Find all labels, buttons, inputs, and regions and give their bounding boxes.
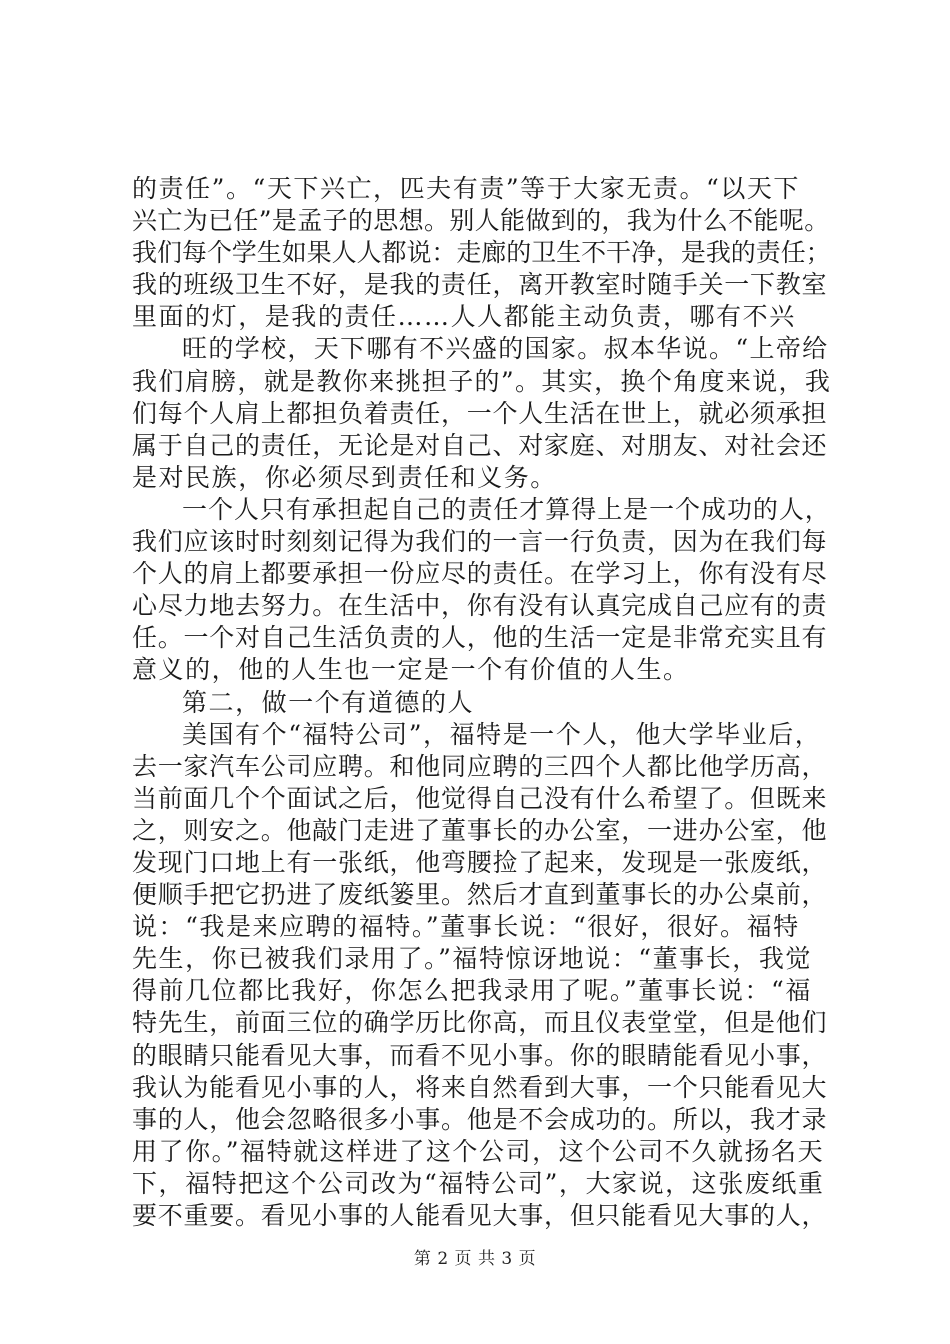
text-line: 意义的，他的人生也一定是一个有价值的人生。: [132, 655, 690, 685]
text-line: 第二，做一个有道德的人: [182, 687, 475, 717]
text-line: 特先生，前面三位的确学历比你高，而且仪表堂堂，但是他们: [132, 1008, 828, 1038]
page-footer: 第 2 页 共 3 页: [413, 1249, 537, 1269]
text-line: 旺的学校，天下哪有不兴盛的国家。叔本华说。“上帝给: [182, 334, 829, 364]
text-line: 任。一个对自己生活负责的人，他的生活一定是非常充实且有: [132, 623, 828, 653]
text-line: 的责任”。“天下兴亡，匹夫有责”等于大家无责。“以天下: [132, 174, 800, 203]
text-line: 下，福特把这个公司改为“福特公司”，大家说，这张废纸重: [132, 1168, 825, 1198]
text-line: 是对民族，你必须尽到责任和义务。: [132, 462, 557, 492]
text-line: 先生，你已被我们录用了。”福特惊讶地说：“董事长，我觉: [132, 944, 812, 974]
text-line: 得前几位都比我好，你怎么把我录用了呢。”董事长说：“福: [132, 976, 812, 1006]
text-line: 便顺手把它扔进了废纸篓里。然后才直到董事长的办公桌前，: [132, 880, 828, 910]
text-line: 里面的灯，是我的责任……人人都能主动负责，哪有不兴: [132, 302, 796, 332]
text-line: 美国有个“福特公司”，福特是一个人，他大学毕业后，: [182, 719, 822, 749]
text-line: 之，则安之。他敲门走进了董事长的办公室，一进办公室，他: [132, 815, 828, 845]
text-line: 说：“我是来应聘的福特。”董事长说：“很好，很好。福特: [132, 912, 800, 942]
body-text: [132, 173, 832, 1232]
text-line: 们每个人肩上都担负着责任，一个人生活在世上，就必须承担: [132, 398, 828, 428]
text-line: 要不重要。看见小事的人能看见大事，但只能看见大事的人，: [132, 1201, 828, 1230]
text-line: 我认为能看见小事的人，将来自然看到大事，一个只能看见大: [132, 1072, 828, 1102]
text-line: 我们应该时时刻刻记得为我们的一言一行负责，因为在我们每: [132, 527, 828, 557]
text-line: 发现门口地上有一张纸，他弯腰捡了起来，发现是一张废纸，: [132, 847, 828, 877]
text-line: 我的班级卫生不好，是我的责任，离开教室时随手关一下教室: [132, 270, 828, 300]
text-line: 当前面几个个面试之后，他觉得自己没有什么希望了。但既来: [132, 783, 828, 813]
text-line: 心尽力地去努力。在生活中，你有没有认真完成自己应有的责: [132, 591, 828, 621]
text-line: 事的人，他会忽略很多小事。他是不会成功的。所以，我才录: [132, 1104, 828, 1134]
text-line: 的眼睛只能看见大事，而看不见小事。你的眼睛能看见小事，: [132, 1040, 828, 1070]
text-line: 个人的肩上都要承担一份应尽的责任。在学习上，你有没有尽: [132, 559, 828, 589]
text-line: 用了你。”福特就这样进了这个公司，这个公司不久就扬名天: [132, 1136, 825, 1166]
text-line: 一个人只有承担起自己的责任才算得上是一个成功的人，: [182, 494, 831, 524]
text-line: 我们每个学生如果人人都说：走廊的卫生不干净，是我的责任；: [132, 238, 831, 268]
text-line: 兴亡为已任”是孟子的思想。别人能做到的，我为什么不能呢。: [132, 206, 830, 236]
text-line: 去一家汽车公司应聘。和他同应聘的三四个人都比他学历高，: [132, 751, 828, 781]
text-line: 属于自己的责任，无论是对自己、对家庭、对朋友、对社会还: [132, 430, 828, 460]
text-line: 我们肩膀，就是教你来挑担子的”。其实，换个角度来说，我: [132, 366, 832, 396]
